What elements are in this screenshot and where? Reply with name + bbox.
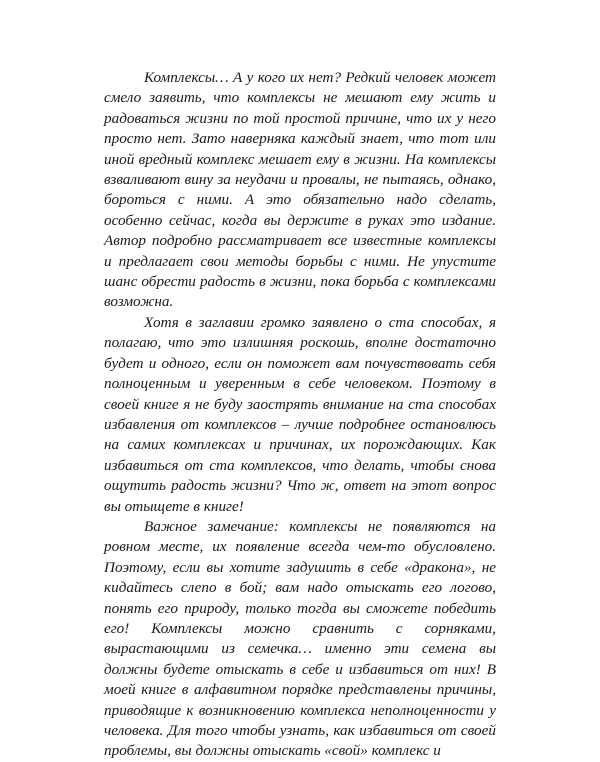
paragraph-1: Комплексы… А у кого их нет? Редкий человек может смело заявить, что комплексы не мешают ему жить и радоваться жизни по той простой причине, что их у него просто нет. Зато наверняка каждый знает, что тот или иной вредный комплекс мешает ему в жизни. На комплексы взваливают вину за неудачи и провалы, не пытаясь, однако, бороться с ними. А это обязательно надо сделать, особенно сейчас, когда вы держите в руках это издание. Автор подробно рассматривает все известные комплексы и предлагает свои методы борьбы с ними. Не упустите шанс обрести радость в жизни, пока борьба с комплексами возможна. — [104, 69, 496, 311]
paragraph-2: Хотя в заглавии громко заявлено о ста способах, я полагаю, что это излишняя роскошь, вполне достаточно будет и одного, если он поможет вам почувствовать себя полноценным и уверенным в себе человеком. Поэтому в своей книге я не буду заострять внимание на ста способах избавления от комплексов – лучше подробнее остановлюсь на самих комплексах и причинах, их порождающих. Как избавиться от ста комплексов, что делать, чтобы снова ощутить радость жизни? Что ж, ответ на этот вопрос вы отыщете в книге! — [104, 313, 496, 515]
paragraph-3: Важное замечание: комплексы не появляются на ровном месте, их появление всегда чем-то обусловлено. Поэтому, если вы хотите задушить в себе «дракона», не кидайтесь слепо в бой; вам надо отыскать его логово, понять его природу, только тогда вы сможете победить его! Комплексы можно сравнить с сорняками, вырастающими из семечка… именно эти семена вы должны будете отыскать в себе и избавиться от них! В моей книге в алфавитном порядке представлены причины, приводящие к возникновению комплекса неполноценности у человека. Для того чтобы узнать, как избавиться от своей проблемы, вы должны отыскать «свой» комплекс и — [104, 517, 496, 760]
text-column — [104, 68, 496, 762]
